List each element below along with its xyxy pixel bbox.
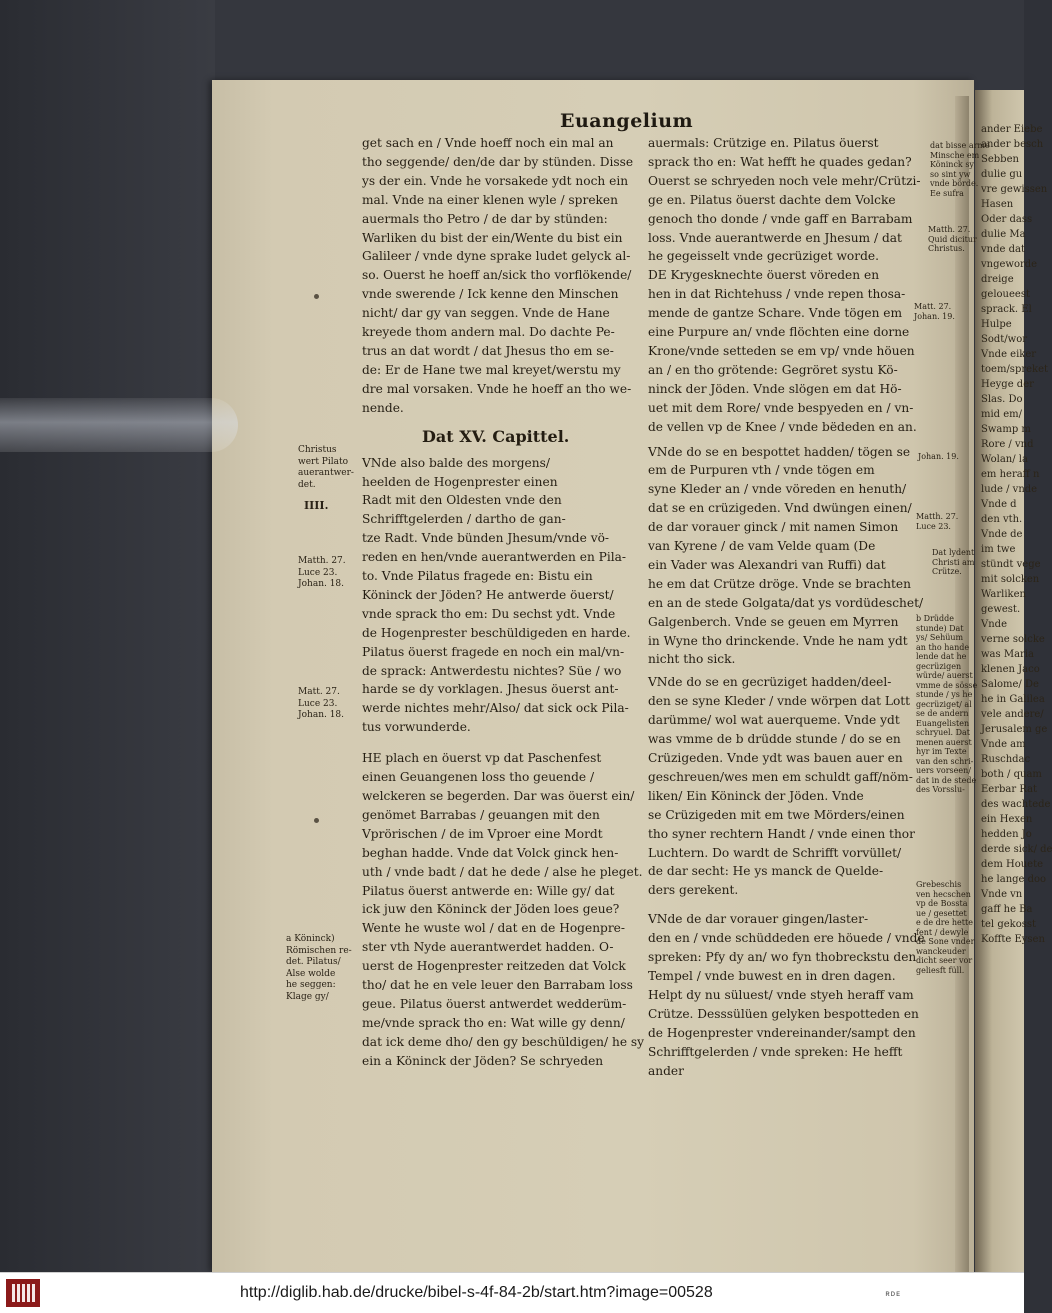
margin-note-line: auerantwer- [298,468,354,478]
margin-note-line: Minsche em [930,150,980,160]
adjacent-page-line: vre gewissen [981,184,1048,195]
text-line: so. Ouerst he hoeff an/sick tho vorflökende/ [362,268,632,283]
right-text-column [648,134,925,1080]
margin-note-line: fent / dewyle [916,927,969,937]
margin-note-line: Quid dicitur [928,234,977,244]
adjacent-page-line: lude / vnde [981,484,1038,495]
text-line: kreyede thom andern mal. Do dachte Pe- [362,325,615,340]
adjacent-page-line: both / quam [981,769,1042,780]
text-line: eine Purpure an/ vnde flöchten eine dorne [648,325,910,340]
text-line: VNde de dar vorauer gingen/laster- [648,912,869,927]
adjacent-page-line: dulie gu [981,169,1023,180]
text-line: tho/ dat he en vele leuer den Barrabam loss [362,978,633,993]
adjacent-page-line: Slas. Do [981,394,1023,405]
text-line: Pilatus öuerst fragede en noch ein mal/vn- [362,644,625,659]
adjacent-page-line: Ruschdac [981,754,1031,765]
text-line: VNde do se en gecrüziget hadden/deel- [648,675,892,690]
left-paragraph-a [362,134,640,418]
text-line: heelden de Hogenprester einen [362,474,558,489]
text-line: dat ick deme dho/ den gy beschüldigen/ he sy [362,1034,645,1049]
margin-reference [298,556,346,591]
adjacent-page-line: Vnde vn [981,889,1023,900]
margin-note-line: so sint yw [930,169,971,179]
text-line: de: Er de Hane twe mal kreyet/werstu my [362,362,621,377]
margin-note-line: menen auerst [916,737,972,747]
page-mark [314,818,319,823]
text-line: darümme/ wol wat auerqueme. Vnde ydt [648,713,900,728]
margin-note-line: Christi am [932,557,975,567]
text-line: genömet Barrabas / geuangen mit den [362,807,600,822]
text-line: VNde do se en bespottet hadden/ tögen se [648,444,911,459]
margin-note-line: Alse wolde [286,968,336,979]
margin-note [932,548,974,577]
margin-note-line: Luce 23. [916,521,951,531]
adjacent-page-line: ein Hexen [981,814,1033,825]
margin-note-line: an tho hande [916,642,970,652]
text-line: ge en. Pilatus öuerst dachte dem Volcke [648,192,896,207]
margin-note-line: Matt. 27. [914,302,952,311]
margin-note-line: Johan. 19. [914,311,955,321]
adjacent-page-line: Hulpe [981,319,1012,330]
adjacent-page-line: Sebben [981,154,1019,165]
text-line: HE plach en öuerst vp dat Paschenfest [362,751,602,766]
text-line: ander [648,1063,684,1078]
adjacent-page-line: hedden Jo [981,829,1032,840]
adjacent-page-line: vngeworde [981,259,1038,270]
running-head: Euangelium [560,110,694,132]
margin-note-christus [298,445,354,491]
margin-note-line: uers vorseen/ [916,766,971,775]
margin-reference [298,687,344,722]
adjacent-page-line: verne solcke [981,634,1045,645]
text-line: de Hogenprester beschüldigeden en harde. [362,625,631,640]
page-marker: ʀᴅᴇ [885,1288,901,1298]
margin-note-line: Johan. 18. [298,579,345,589]
margin-note-line: Crütze. [932,567,962,576]
text-line: was vmme de b drüdde stunde / do se en [648,732,901,747]
text-line: he em dat Crütze dröge. Vnde se brachten [648,576,911,591]
text-line: se Crüzigeden mit em twe Mörders/einen [648,807,905,822]
margin-note-a [286,934,352,1003]
margin-note-line: Christus. [928,244,965,253]
text-line: vnde swerende / Ick kenne den Minschen [362,287,619,302]
text-line: sprack tho en: Wat hefft he quades gedan? [648,154,912,169]
adjacent-page-line: Jerusalem ge [981,724,1048,735]
text-line: den se syne Kleder / vnde wörpen dat Lott [648,694,911,709]
adjacent-page-line: den vth. [981,514,1023,525]
adjacent-page [975,90,1052,1272]
margin-reference [928,225,977,254]
adjacent-page-line: dreige [981,274,1014,285]
left-paragraph-b [362,454,640,738]
text-line: Luchtern. Do wardt de Schrifft vorvüllet/ [648,845,902,860]
margin-note-line: Köninck sy [930,160,974,169]
text-line: Crüzigeden. Vnde ydt was bauen auer en [648,751,903,765]
text-line: Galileer / vnde dyne sprake ludet gelyck al- [362,249,631,264]
margin-note-line: Grebeschis [916,880,962,889]
margin-note-line: würde/ auerst [916,671,973,680]
text-line: Helpt dy nu süluest/ vnde styeh heraff vam [648,987,914,1002]
text-line: nende. [362,400,404,415]
text-line: de dar secht: He ys manck de Quelde- [648,864,884,879]
text-line: Ouerst se schryeden noch vele mehr/Crützi- [648,173,921,188]
text-line: get sach en / Vnde hoeff noch ein mal an [362,136,614,150]
text-line: geschreuen/wes men em schuldt gaff/nöm- [648,769,913,784]
margin-note [930,141,990,198]
margin-reference: Johan. 19. [918,452,959,461]
page-url[interactable]: http://diglib.hab.de/drucke/bibel-s-4f-84-2b/start.htm?image=00528 [240,1284,713,1301]
text-line: liken/ Ein Köninck der Jöden. Vnde [648,788,864,803]
adjacent-page-line: dulie Ma [981,229,1026,240]
adjacent-page-line: Hasen [981,199,1014,210]
adjacent-page-line: vele andere/ [981,709,1044,720]
text-line: einen Geuangenen loss tho geuende / [362,770,595,785]
adjacent-page-line: Oder dass [981,214,1033,225]
adjacent-page-line: Vnde eiker [981,349,1037,360]
left-paragraph-c [362,749,645,1070]
adjacent-page-line: Swamp m [981,424,1031,435]
text-line: de vellen vp de Knee / vnde bëdeden en an. [648,419,917,434]
margin-note-line: dat in de stede [916,775,977,785]
text-line: nicht/ dar gy van seggen. Vnde de Hane [362,306,610,321]
right-paragraph-a [648,134,921,437]
adjacent-page-line: mid em/ [981,409,1023,420]
text-line: Schrifftgelerden / vnde spreken: He hefft [648,1044,903,1059]
text-line: tze Radt. Vnde bünden Jhesum/vnde vö- [362,531,610,546]
margin-note-line: gecrüzigen [916,661,962,671]
adjacent-page-line: Vnde am [981,739,1026,750]
margin-note-line: des Vorsslu- [916,785,965,794]
adjacent-page-line: ander besch [981,139,1044,150]
margin-note-line: Römischen re- [286,945,352,956]
text-line: Radt mit den Oldesten vnde den [362,493,562,508]
text-line: ein Vader was Alexandri van Ruffi) dat [648,557,886,572]
text-line: Krone/vnde setteden se em vp/ vnde höuen [648,343,915,358]
text-line: ys der ein. Vnde he vorsakede ydt noch ein [362,173,629,188]
adjacent-page-line: ander Eiebe [981,124,1043,135]
text-line: harde se dy vorklagen. Jhesus öuerst ant- [362,682,619,697]
text-line: Wente he wuste wol / dat en de Hogenpre- [362,921,626,936]
text-line: mal. Vnde na einer klenen wyle / spreken [362,192,618,207]
adjacent-page-line: Vnde [981,619,1007,630]
text-line: he gegeisselt vnde gecrüziget worde. [648,249,879,264]
text-line: Köninck der Jöden? He antwerde öuerst/ [362,587,614,602]
margin-note-line: Matth. 27. [928,225,971,234]
margin-reference [916,512,958,531]
text-line: den en / vnde schüddeden ere höuede / vnde [648,931,925,946]
right-margin-notes [914,0,990,1200]
adjacent-page-line: Rore / vnd [981,439,1034,450]
text-line: tho syner rechtern Handt / vnde einen thor [648,826,915,841]
margin-note-line: dat bisse arme [930,141,990,150]
text-line: nicht tho sick. [648,652,736,667]
adjacent-page-line: em heraff n [981,469,1040,480]
text-line: syne Kleder an / vnde vöreden en henuth/ [648,482,907,497]
text-line: hen in dat Richtehuss / vnde repen thosa- [648,287,906,302]
margin-note-line: de Sone vnder [916,937,975,946]
margin-note-line: Johan. 18. [298,710,345,720]
text-line: uet mit dem Rore/ vnde bespyeden en / vn- [648,400,914,415]
margin-note-line: wert Pilato [298,456,349,467]
text-line: dat se en crüzigeden. Vnd dwüngen einen/ [648,501,912,516]
margin-note-line: Klage gy/ [286,991,329,1002]
text-line: vnde sprack tho em: Du sechst ydt. Vnde [362,606,616,621]
margin-note-line: det. [298,479,316,490]
adjacent-page-line: Salome/ De [981,679,1039,690]
adjacent-page-line: Wolan/ la [981,454,1028,465]
adjacent-page-line: Warliken [981,589,1026,600]
margin-note-line: b Drüdde [916,614,955,623]
text-line: mende de gantze Schare. Vnde tögen em [648,306,903,321]
text-line: loss. Vnde auerantwerde en Jhesum / dat [648,230,902,245]
adjacent-page-line: mit solcken [981,574,1040,585]
left-margin-notes [286,0,358,1200]
margin-note-line: hyr im Texte [916,747,967,756]
margin-note-line: Christus [298,445,337,455]
margin-note-line: stunde) Dat [916,623,964,633]
margin-note-line: lende dat he [916,652,967,661]
adjacent-page-line: Eerbar Rat [981,784,1038,795]
text-line: de dar vorauer ginck / mit namen Simon [648,520,899,535]
margin-note-line: stunde / ys he [916,690,973,699]
adjacent-page-line: vnde dat [981,244,1025,255]
text-line: Tempel / vnde buwest en in dren dagen. [648,968,896,983]
text-line: Warliken du bist der ein/Wente du bist ein [362,230,623,245]
text-line: Galgenberch. Vnde se geuen em Myrren [648,614,899,629]
text-line: em de Purpuren vth / vnde tögen em [648,463,875,478]
margin-note-line: e de dre hette [916,918,973,927]
text-line: Pilatus öuerst antwerde en: Wille gy/ dat [362,883,615,898]
adjacent-page-line: gaff he Ba [981,904,1033,915]
margin-note-line: geliesft füll. [916,965,965,975]
text-line: Crütze. Desssülüen gelyken bespotteden en [648,1006,919,1021]
viewer-scroll-handle[interactable] [0,398,238,452]
text-line: werde nichtes mehr/Also/ dat sick ock Pila- [362,701,629,716]
text-line: auermals tho Petro / de dar by stünden: [362,211,608,226]
margin-note-line: gecrüziget/ al [916,699,972,709]
margin-note-line: wanckeuder [916,946,966,956]
text-line: ick juw den Köninck der Jöden loes geue? [362,902,620,917]
text-line: spreken: Pfy dy an/ wo fyn thobreckstu den [648,950,917,965]
text-line: ninck der Jöden. Vnde slögen em dat Hö- [648,381,902,396]
adjacent-page-line: he in Galilea [981,694,1045,705]
margin-note-line: det. Pilatus/ [286,957,341,967]
margin-note-line: Luce 23. [298,698,338,709]
margin-note-line: vnde börde. [930,179,979,188]
library-logo-icon[interactable] [6,1279,40,1307]
text-line: trus an dat wordt / dat Jhesus tho em se- [362,343,614,358]
text-line: ster vth Nyde auerantwerdet hadden. O- [362,940,614,955]
text-line: VNde also balde des morgens/ [362,455,550,470]
adjacent-page-line: toem/spreket [981,364,1049,375]
text-line: uerst de Hogenprester reitzeden dat Volck [362,959,626,974]
margin-note-line: Matth. 27. [298,556,346,566]
margin-note-line: se de andern [916,709,969,718]
margin-note-line: he seggen: [286,980,336,990]
margin-note-line: van den schri- [916,756,974,766]
adjacent-page-line: dem Houete [981,859,1044,870]
text-line: tho seggende/ den/de dar by stünden. Disse [362,154,634,169]
margin-note-line: Ee sufra [930,188,964,198]
adjacent-page-line: Vnde d [981,499,1017,510]
adjacent-page-line: Vnde de [981,529,1023,540]
text-line: Schrifftgelerden / dartho de gan- [362,512,566,527]
text-line: tus vorwunderde. [362,720,471,735]
margin-note-b [916,614,977,795]
adjacent-page-line: gewest. [981,604,1021,615]
adjacent-page-line: klenen Jaco [981,664,1040,675]
adjacent-page-line: Sodt/wor [981,334,1028,345]
margin-note-line: ue / gesettet [916,908,967,918]
text-line: Vprörischen / de im Vproer eine Mordt [362,826,603,841]
margin-note-line: ven hecschen [916,889,971,899]
text-line: geue. Pilatus öuerst antwerdet wedderüm- [362,996,627,1011]
adjacent-page-line: was Maria [981,649,1034,660]
text-line: an / en tho grötende: Gegröret systu Kö- [648,362,898,377]
adjacent-page-line: im twe [981,544,1016,555]
margin-note-line: vmme de sösse [916,680,978,690]
text-line: beghan hadde. Vnde dat Volck ginck hen- [362,845,619,860]
page-mark [314,294,319,299]
margin-note-line: dicht seer vor [916,956,973,965]
margin-note-line: Matt. 27. [298,687,340,697]
text-line: ein a Köninck der Jöden? Se schryeden [362,1053,604,1068]
chapter-heading: Dat XV. Capittel. [422,426,570,446]
text-line: uth / vnde badt / dat he dede / alse he pleget. [362,864,643,879]
adjacent-page-line: Heyge der [981,379,1034,390]
margin-reference [914,302,955,321]
text-line: genoch tho donde / vnde gaff en Barrabam [648,211,913,226]
adjacent-page-line: he lange doo [981,874,1047,885]
margin-note-line: Matth. 27. [916,512,959,521]
left-text-column [362,134,645,1071]
margin-note-line: schryuel. Dat [916,728,971,737]
text-line: dre mal vorsaken. Vnde he hoeff an tho we- [362,381,632,396]
right-paragraph-d [648,910,925,1080]
text-line: van Kyrene / de vam Velde quam (De [648,539,876,554]
margin-note-line: Dat lydent [932,548,975,557]
text-line: welckeren se begerden. Dar was öuerst ein/ [362,789,635,803]
adjacent-page-line: stündt vege [981,559,1041,570]
margin-note-line: Euangelisten [916,718,970,728]
adjacent-page-line: sprack. El [981,304,1032,315]
adjacent-page-line: Koffte Eysen [981,934,1045,945]
text-line: DE Krygesknechte öuerst vöreden en [648,268,880,283]
adjacent-page-line: tel gekosst [981,919,1036,930]
margin-note-line: vp de Bossta [916,899,968,908]
text-line: auermals: Crützige en. Pilatus öuerst [648,136,879,150]
right-paragraph-c [648,673,913,900]
adjacent-page-line: derde sick/ de [981,844,1052,855]
text-line: in Wyne tho drinckende. Vnde he nam ydt [648,633,908,648]
text-line: ders gerekent. [648,883,739,898]
right-paragraph-b [648,443,924,670]
margin-note-line: Luce 23. [298,567,338,578]
adjacent-page-line: des wachtede [981,799,1051,810]
text-line: de Hogenprester vndereinander/sampt den [648,1025,916,1040]
margin-note-c [916,880,974,975]
margin-note-line: ys/ Sehüum [916,633,964,642]
text-line: to. Vnde Pilatus fragede en: Bistu ein [362,569,593,584]
margin-note-numeral: IIII. [304,499,329,512]
margin-note-line: a Köninck) [286,934,335,944]
text-line: en an de stede Golgata/dat ys vordüdeschet/ [648,595,924,610]
adjacent-page-text [975,90,1052,947]
text-line: me/vnde sprack tho en: Wat wille gy denn/ [362,1015,625,1030]
text-line: de sprack: Antwerdestu nichtes? Süe / wo [362,663,622,678]
footer-bar [0,1272,1024,1313]
text-line: reden en hen/vnde auerantwerden en Pila- [362,550,627,565]
viewer-background [0,0,215,1272]
adjacent-page-line: geloueest [981,289,1030,300]
